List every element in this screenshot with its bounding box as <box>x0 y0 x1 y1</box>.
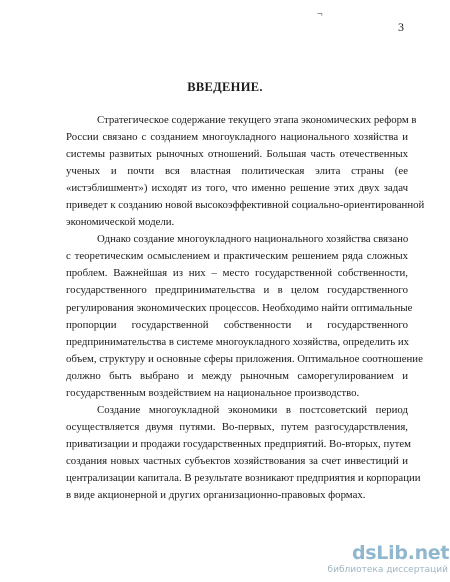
paragraph-2-line-10: государственным воздействием на национальное производство. <box>66 386 360 399</box>
paragraph-1-line-1: Стратегическое содержание текущего этапа экономических реформ в <box>97 114 417 126</box>
paragraph-1-line-7: экономической модели. <box>66 216 175 229</box>
paragraph-3-line-1: Создание многоукладной экономики в постсоветский период <box>97 403 408 416</box>
paragraph-3-line-5: централизации капитала. В результате возникают предприятия и корпорации <box>66 471 421 484</box>
paragraph-2-line-2: с теоретическим осмыслением и практическим решением ряда сложных <box>66 250 408 263</box>
paragraph-1-line-5: «истэблишмент») исходят из того, что именно решение этих двух задач <box>66 182 408 195</box>
paragraph-1-line-2: России связано с созданием многоукладного национального хозяйства и <box>66 131 408 144</box>
body-text <box>66 112 425 504</box>
paragraph-2-line-5: регулирования экономических процессов. Необходимо найти оптимальные <box>66 301 413 314</box>
dslib-watermark <box>327 542 450 581</box>
paragraph-1-line-4: ученых и почти вся властная политическая элита страны (ее <box>66 165 408 178</box>
paragraph-2-line-6: пропорции государственной собственности и государственного <box>66 318 408 331</box>
watermark-brand-prefix: dsLib <box>352 542 408 564</box>
watermark-tagline: библиотека диссертаций <box>327 565 448 575</box>
watermark-brand-dot: . <box>407 542 415 564</box>
page-heading: ВВЕДЕНИЕ. <box>187 80 263 94</box>
watermark-logo <box>352 543 449 563</box>
paragraph-3-line-6: в виде акционерной и других организационно-правовых формах. <box>66 489 366 502</box>
paragraph-3-line-4: создания новых частных субъектов хозяйствования за счет инвестиций и <box>66 454 408 467</box>
paragraph-1-line-6: приведет к созданию новой высокоэффективной социально-ориентированной <box>66 199 425 212</box>
paragraph-2-line-1: Однако создание многоукладного национального хозяйства связано <box>97 233 409 246</box>
paragraph-1-line-3: системы развитых рыночных отношений. Большая часть отечественных <box>66 148 408 161</box>
paragraph-3-line-2: осуществляется двумя путями. Во-первых, путем разгосударствления, <box>66 420 408 433</box>
paragraph-3-line-3: приватизации и продажи государственных предприятий. Во-вторых, путем <box>66 437 411 450</box>
page-number: 3 <box>398 20 404 34</box>
corner-mark: ¬ <box>317 9 323 20</box>
paragraph-2-line-3: проблем. Важнейшая из них – место государственной собственности, <box>66 267 408 280</box>
paragraph-2-line-7: предпринимательства в системе многоукладного хозяйства, определить их <box>66 335 410 348</box>
watermark-brand-suffix: net <box>414 542 450 564</box>
paragraph-2-line-8: объем, структуру и основные сферы приложения. Оптимальное соотношение <box>66 352 423 365</box>
paragraph-2-line-9: должно быть выбрано и между рыночным саморегулированием и <box>66 369 408 382</box>
paragraph-2-line-4: государственного предпринимательства и в целом государственного <box>66 284 408 297</box>
